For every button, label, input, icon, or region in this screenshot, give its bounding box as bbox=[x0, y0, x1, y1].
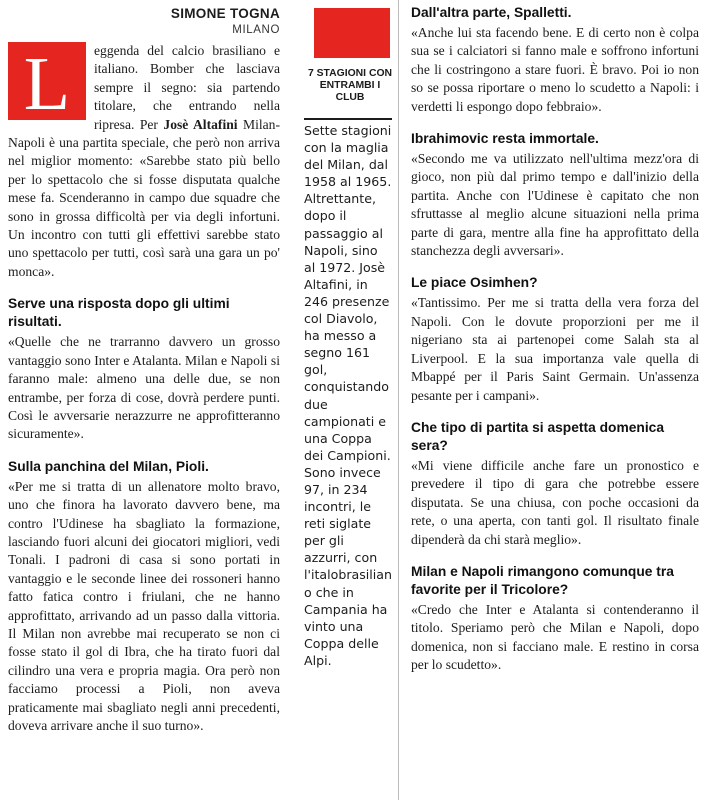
answer: «Tantissimo. Per me si tratta della vera forza del Napoli. Con le dovute proporzioni per me il nigeriano sta ai partenopei come Salah sta al Liverpool. E la sua importanza vale quella di Mbappé per il Paris Saint Germain. Un'assenza pesante per i campani». bbox=[411, 295, 699, 403]
article-column-left bbox=[0, 0, 292, 800]
question: Sulla panchina del Milan, Pioli. bbox=[8, 458, 209, 474]
question: Le piace Osimhen? bbox=[411, 275, 538, 291]
question: Serve una risposta dopo gli ultimi risultati. bbox=[8, 296, 230, 330]
qa-block bbox=[411, 4, 699, 116]
question: Milan e Napoli rimangono comunque tra favorite per il Tricolore? bbox=[411, 563, 674, 597]
article-column-right bbox=[405, 0, 705, 800]
drop-cap: L bbox=[8, 42, 86, 120]
author-name: SIMONE TOGNA bbox=[170, 6, 280, 21]
sidebar-box bbox=[300, 0, 395, 800]
answer: «Quelle che ne trarranno davvero un grosso vantaggio sono Inter e Atalanta. Milan e Napoli si faranno male: almeno una delle due, se non entrambe, per forza di cose, dovrà perdere punti. Così le avversarie nerazzurre ne approfitteranno sicuramente». bbox=[8, 334, 280, 442]
qa-block bbox=[411, 419, 699, 549]
byline bbox=[8, 6, 280, 38]
answer: «Anche lui sta facendo bene. E di certo non è colpa sua se i calciatori si fanno male e soffrono infortuni che li costringono a stare fuori. È bravo. Poi io non so se possa riportare o meno lo scudetto a Napoli: i verdetti li espongo dopo febbraio». bbox=[411, 25, 699, 114]
answer: «Credo che Inter e Atalanta si contenderanno il titolo. Speriamo però che Milan e Napoli, dopo domenica, non si facciano male. E restino in corsa per lo scudetto». bbox=[411, 601, 699, 673]
qa-block bbox=[8, 295, 280, 443]
qa-block bbox=[411, 563, 699, 675]
sidebar-red-block bbox=[314, 8, 390, 58]
column-divider bbox=[398, 0, 399, 800]
qa-block bbox=[411, 274, 699, 404]
intro-bold-name: Josè Altafini bbox=[163, 116, 238, 132]
intro-text: eggenda del calcio brasiliano e italiano. Bomber che lasciava sempre il segno: sia partendo titolare, che entrando nella ripresa. Per bbox=[94, 43, 280, 132]
sidebar-divider bbox=[304, 118, 392, 120]
intro-text-rest: Milan-Napoli è una partita speciale, che però non arriva nel miglior momento: «Sarebbe stato più bello per lo spettacolo che si fosse disputata qualche mese fa. Scenderanno in campo due squadre che sono in grossa difficoltà per via degli infortuni. Un incontro con tutti gli effettivi sarebbe stato uno spettacolo per tutti, così sarà una gara un po' monca». bbox=[8, 116, 280, 279]
answer: «Per me si tratta di un allenatore molto bravo, uno che finora ha lavorato davvero bene, ma contro l'Udinese ha sbagliato la formazione, lasciando fuori alcuni dei giocatori migliori, vedi Tonali. I padroni di casa si sono portati in vantaggio e le seconde linee dei rossoneri hanno fatto fatica contro i friulani, che ne hanno approfittato, arrivando ad un passo dalla vittoria. Il Milan non avrebbe mai recuperato se non ci fosse stato il gol di Ibra, che ha tirato fuori dal cilindro una vera e propria magia. Ora però non facciamo processi a Pioli, non aveva praticamente mai sbagliato negli anni precedenti, doveva arrivare anche il suo turno». bbox=[8, 478, 280, 733]
dateline-city: MILANO bbox=[232, 24, 280, 36]
qa-block bbox=[8, 458, 280, 736]
question: Ibrahimovic resta immortale. bbox=[411, 131, 599, 147]
answer: «Mi viene difficile anche fare un pronostico e prevedere il tipo di gara che potrebbe essere disputata. Se una chiusa, con poche occasioni da rete, o una aperta, con tanti gol. Il risultato finale dipenderà da chi starà meglio». bbox=[411, 457, 699, 547]
answer: «Secondo me va utilizzato nell'ultima mezz'ora di gioco, non più dal primo tempo e dall'inizio della partita. Anche con l'Udinese è capitato che non sfruttasse al meglio alcune situazioni nella prima parte di gara, mentre alla fine ha approfittato della stanchezza degli avversari». bbox=[411, 151, 699, 259]
qa-block bbox=[411, 130, 699, 260]
sidebar-title: 7 STAGIONI CON ENTRAMBI I CLUB bbox=[307, 68, 393, 103]
sidebar-text: Sette stagioni con la maglia del Milan, dal 1958 al 1965. Altrettante, dopo il passaggio al Napoli, sino al 1972. Josè Altafini, in 246 presenze col Diavolo, ha messo a segno 161 gol, conquistando due campionati e una Coppa dei Campioni. Sono invece 97, in 234 incontri, le reti siglate per gli azzurri, con l'italobrasiliano che in Campania ha vinto una Coppa delle Alpi. bbox=[304, 123, 392, 668]
question: Che tipo di partita si aspetta domenica sera? bbox=[411, 419, 664, 453]
question: Dall'altra parte, Spalletti. bbox=[411, 5, 572, 20]
